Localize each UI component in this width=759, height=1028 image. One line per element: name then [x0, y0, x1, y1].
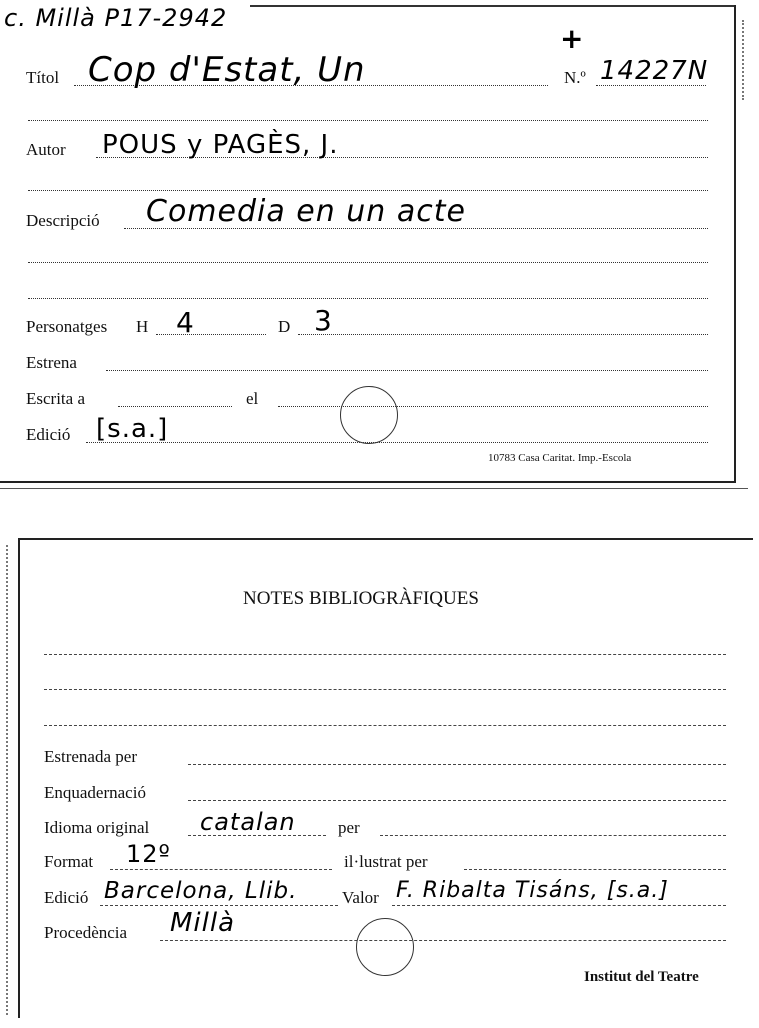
- idioma-per-label: per: [338, 818, 360, 837]
- descripcio-label: Descripció: [26, 211, 100, 230]
- enquadernacio-line: [188, 800, 726, 801]
- edicio-line: [86, 442, 708, 443]
- personatges-d-label: D: [278, 317, 291, 336]
- descripcio-value: Comedia en un acte: [146, 194, 466, 229]
- illustrat-label: il·lustrat per: [344, 852, 428, 871]
- descripcio-extra-line-2: [28, 298, 708, 299]
- imprint: 10783 Casa Caritat. Imp.-Escola: [488, 452, 632, 464]
- estrenada-per-label: Estrenada per: [44, 747, 137, 766]
- notes-line-1: [44, 654, 726, 655]
- estrena-label: Estrena: [26, 353, 77, 372]
- paper-speckle-left: [6, 545, 8, 1015]
- descripcio-extra-line-1: [28, 262, 708, 263]
- escrita-line: [118, 406, 232, 407]
- autor-value: POUS y PAGÈS, J.: [102, 130, 339, 160]
- estrena-line: [106, 370, 708, 371]
- titol-label: Títol: [26, 68, 60, 87]
- cross-mark: +: [560, 22, 585, 55]
- valor-value: F. Ribalta Tisáns, [s.a.]: [396, 878, 669, 903]
- format-label: Format: [44, 852, 94, 871]
- personatges-label: Personatges: [26, 317, 108, 336]
- edicio-bottom-label: Edició: [44, 888, 89, 907]
- edicio-bottom-line: [100, 905, 338, 906]
- edicio-label: Edició: [26, 425, 71, 444]
- paper-speckle: [742, 20, 744, 100]
- numero-value: 14227N: [600, 56, 709, 86]
- enquadernacio-label: Enquadernació: [44, 783, 146, 802]
- top-card-lower-edge: [0, 488, 748, 489]
- personatges-h-line: [156, 334, 266, 335]
- format-value: 12º: [126, 840, 171, 868]
- catalog-note: c. Millà P17-2942: [4, 4, 228, 32]
- notes-heading: NOTES BIBLIOGRÀFIQUES: [243, 588, 479, 609]
- idioma-value: catalan: [200, 808, 296, 836]
- personatges-h-value: 4: [176, 306, 195, 339]
- footer-institution: Institut del Teatre: [584, 969, 699, 985]
- titol-extra-line: [28, 120, 708, 121]
- personatges-d-line: [298, 334, 708, 335]
- punch-hole-bottom: [356, 918, 414, 976]
- idioma-label: Idioma original: [44, 818, 150, 837]
- escrita-label: Escrita a: [26, 389, 85, 408]
- valor-line: [392, 905, 726, 906]
- titol-value: Cop d'Estat, Un: [88, 50, 366, 90]
- top-card-top-edge: [250, 5, 734, 7]
- illustrat-line: [464, 869, 726, 870]
- notes-line-3: [44, 725, 726, 726]
- punch-hole-top: [340, 386, 398, 444]
- valor-label: Valor: [342, 888, 379, 907]
- procedencia-line: [160, 940, 726, 941]
- autor-extra-line: [28, 190, 708, 191]
- edicio-bottom-value: Barcelona, Llib.: [104, 878, 298, 904]
- idioma-per-line: [380, 835, 726, 836]
- procedencia-value: Millà: [170, 908, 236, 938]
- personatges-h-label: H: [136, 317, 149, 336]
- notes-line-2: [44, 689, 726, 690]
- personatges-d-value: 3: [314, 304, 333, 337]
- estrenada-per-line: [188, 764, 726, 765]
- format-line: [110, 869, 332, 870]
- escrita-el-label: el: [246, 389, 259, 408]
- autor-label: Autor: [26, 140, 66, 159]
- edicio-value: [s.a.]: [96, 414, 169, 444]
- procedencia-label: Procedència: [44, 923, 128, 942]
- numero-label: N.º: [564, 68, 586, 87]
